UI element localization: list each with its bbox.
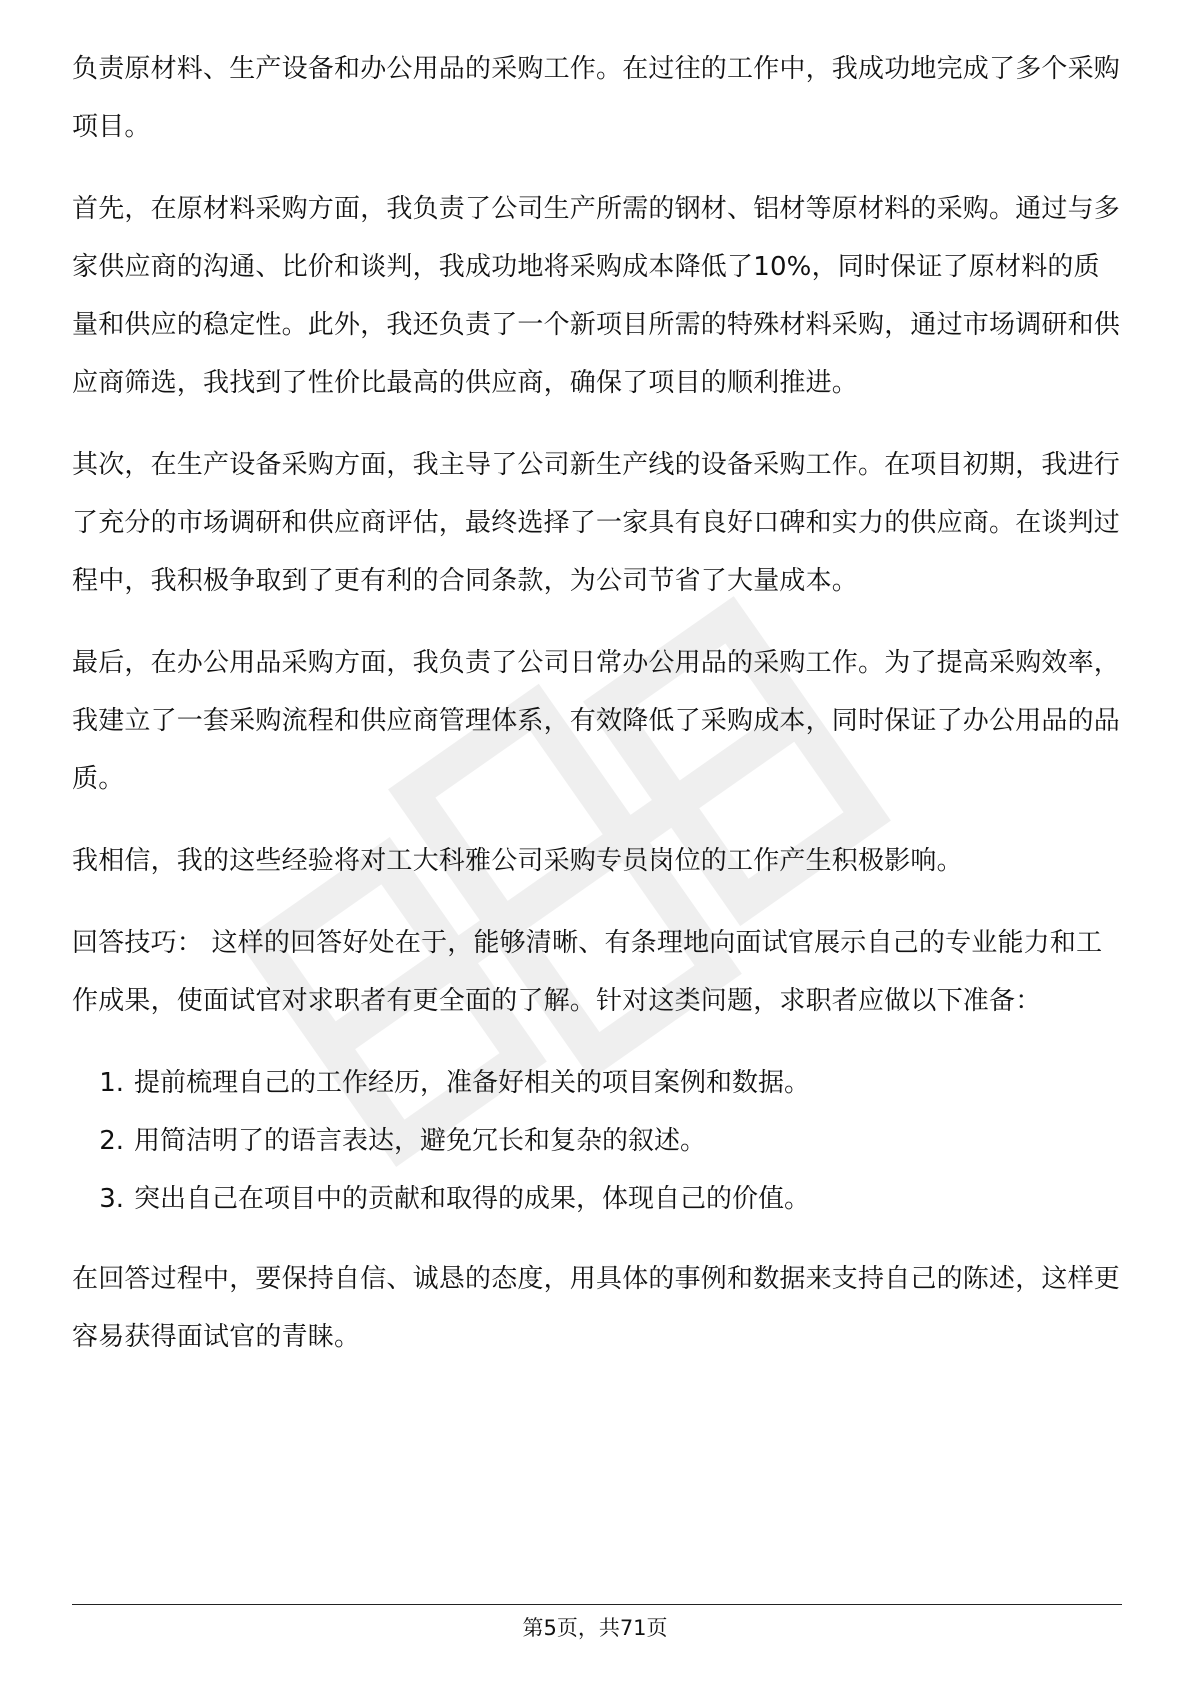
footer-divider (72, 1604, 1122, 1605)
list-item (72, 1112, 1122, 1170)
paragraph-raw-materials: 首先，在原材料采购方面，我负责了公司生产所需的钢材、铝材等原材料的采购。通过与多家供应商的沟通、比价和谈判，我成功地将采购成本降低了10%，同时保证了原材料的质量和供应的稳定性。此外，我还负责了一个新项目所需的特殊材料采购，通过市场调研和供应商筛选，我找到了性价比最高的供应商，确保了项目的顺利推进。 (72, 194, 1121, 398)
paragraph-conclusion: 在回答过程中，要保持自信、诚恳的态度，用具体的事例和数据来支持自己的陈述，这样更容易获得面试官的青睐。 (72, 1264, 1121, 1352)
list-item (72, 1054, 1122, 1112)
paragraph-office-supplies: 最后，在办公用品采购方面，我负责了公司日常办公用品的采购工作。为了提高采购效率，我建立了一套采购流程和供应商管理体系，有效降低了采购成本，同时保证了办公用品的品质。 (72, 648, 1121, 794)
list-item-text: 用简洁明了的语言表达，避免冗长和复杂的叙述。 (134, 1126, 707, 1156)
page-number: 第5页，共71页 (522, 1616, 668, 1640)
paragraph-intro: 负责原材料、生产设备和办公用品的采购工作。在过往的工作中，我成功地完成了多个采购项目。 (72, 54, 1121, 142)
document-body (72, 40, 1122, 1390)
list-item-text: 提前梳理自己的工作经历，准备好相关的项目案例和数据。 (134, 1068, 811, 1098)
list-item (72, 1170, 1122, 1228)
paragraph-answer-tips: 回答技巧： 这样的回答好处在于，能够清晰、有条理地向面试官展示自己的专业能力和工作成果，使面试官对求职者有更全面的了解。针对这类问题，求职者应做以下准备： (72, 928, 1103, 1016)
list-item-number: 2. (99, 1126, 124, 1156)
paragraph-equipment: 其次，在生产设备采购方面，我主导了公司新生产线的设备采购工作。在项目初期，我进行了充分的市场调研和供应商评估，最终选择了一家具有良好口碑和实力的供应商。在谈判过程中，我积极争取到了更有利的合同条款，为公司节省了大量成本。 (72, 450, 1121, 596)
list-item-number: 3. (99, 1184, 124, 1214)
paragraph-belief: 我相信，我的这些经验将对工大科雅公司采购专员岗位的工作产生积极影响。 (72, 846, 963, 876)
list-item-text: 突出自己在项目中的贡献和取得的成果，体现自己的价值。 (134, 1184, 811, 1214)
list-item-number: 1. (99, 1068, 124, 1098)
preparation-list (72, 1054, 1122, 1228)
